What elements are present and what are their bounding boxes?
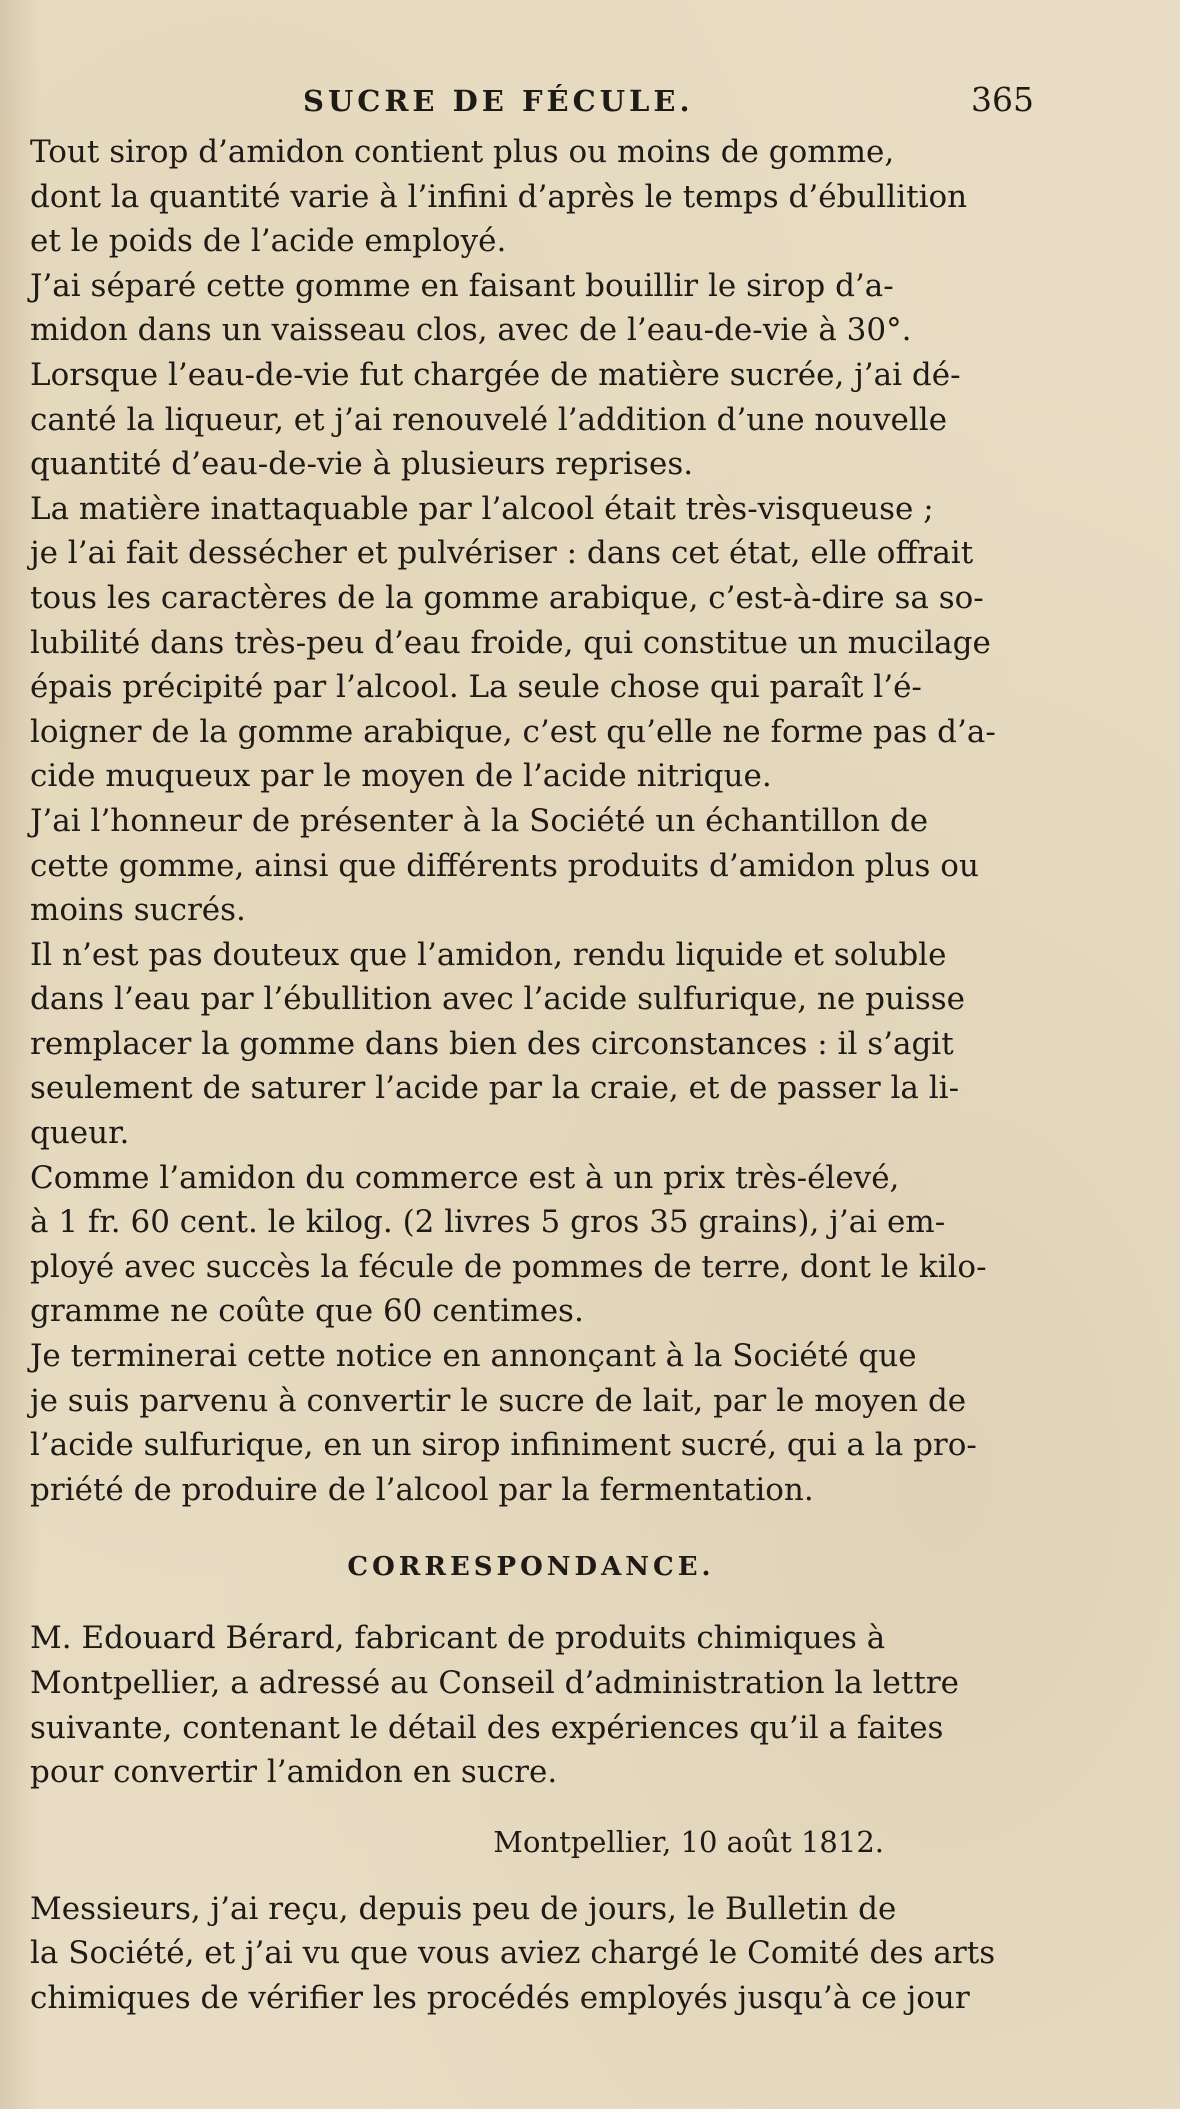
book-page <box>30 78 1032 2021</box>
text-line: et le poids de l’acide employé. <box>30 223 507 260</box>
text-line: Je terminerai cette notice en annonçant à la Société que <box>30 1338 917 1375</box>
text-line: lubilité dans très-peu d’eau froide, qui constitue un mucilage <box>30 624 991 661</box>
text-line: seulement de saturer l’acide par la craie, et de passer la li- <box>30 1070 960 1107</box>
paragraph <box>30 130 1032 264</box>
text-line: La matière inattaquable par l’alcool était très-visqueuse ; <box>30 490 934 527</box>
paragraph <box>30 487 1032 799</box>
text-line: la Société, et j’ai vu que vous aviez chargé le Comité des arts <box>30 1935 996 1972</box>
text-line: suivante, contenant le détail des expériences qu’il a faites <box>30 1709 944 1746</box>
text-line: je l’ai fait dessécher et pulvériser : dans cet état, elle offrait <box>30 535 974 572</box>
text-line: Lorsque l’eau-de-vie fut chargée de matière sucrée, j’ai dé- <box>30 356 961 393</box>
text-line: gramme ne coûte que 60 centimes. <box>30 1293 584 1330</box>
text-line: ployé avec succès la fécule de pommes de terre, dont le kilo- <box>30 1248 987 1285</box>
text-line: canté la liqueur, et j’ai renouvelé l’addition d’une nouvelle <box>30 401 948 438</box>
body-text <box>30 130 1032 1512</box>
correspondence-intro <box>30 1616 1032 1794</box>
text-line: queur. <box>30 1115 130 1152</box>
text-line: quantité d’eau-de-vie à plusieurs reprises. <box>30 446 694 483</box>
section-title: CORRESPONDANCE. <box>347 1552 715 1583</box>
paragraph <box>30 933 1032 1156</box>
text-line: l’acide sulfurique, en un sirop infiniment sucré, qui a la pro- <box>30 1427 977 1464</box>
text-line: dont la quantité varie à l’infini d’après le temps d’ébullition <box>30 178 968 215</box>
text-line: J’ai l’honneur de présenter à la Société un échantillon de <box>30 802 929 839</box>
text-line: midon dans un vaisseau clos, avec de l’eau-de-vie à 30°. <box>30 312 912 349</box>
text-line: remplacer la gomme dans bien des circonstances : il s’agit <box>30 1025 954 1062</box>
text-line: Il n’est pas douteux que l’amidon, rendu liquide et soluble <box>30 936 947 973</box>
paragraph <box>30 264 1032 487</box>
text-line: tous les caractères de la gomme arabique, c’est-à-dire sa so- <box>30 579 984 616</box>
text-line: je suis parvenu à convertir le sucre de lait, par le moyen de <box>30 1382 967 1419</box>
text-line: épais précipité par l’alcool. La seule chose qui paraît l’é- <box>30 669 922 706</box>
text-line: loigner de la gomme arabique, c’est qu’elle ne forme pas d’a- <box>30 713 996 750</box>
page-number: 365 <box>971 80 1034 119</box>
text-line: moins sucrés. <box>30 892 246 929</box>
paragraph <box>30 1156 1032 1334</box>
paragraph <box>30 799 1032 933</box>
text-line: à 1 fr. 60 cent. le kilog. (2 livres 5 gros 35 grains), j’ai em- <box>30 1204 946 1241</box>
text-line: J’ai séparé cette gomme en faisant bouillir le sirop d’a- <box>30 267 894 304</box>
text-line: M. Edouard Bérard, fabricant de produits chimiques à <box>30 1620 886 1657</box>
text-line: cette gomme, ainsi que différents produits d’amidon plus ou <box>30 847 979 884</box>
text-line: Comme l’amidon du commerce est à un prix très-élevé, <box>30 1159 900 1196</box>
text-line: dans l’eau par l’ébullition avec l’acide sulfurique, ne puisse <box>30 981 965 1018</box>
paragraph <box>30 1334 1032 1512</box>
text-line: chimiques de vérifier les procédés employés jusqu’à ce jour <box>30 1979 970 2016</box>
text-line: Tout sirop d’amidon contient plus ou moins de gomme, <box>30 134 895 170</box>
text-line: pour convertir l’amidon en sucre. <box>30 1754 558 1791</box>
running-title: SUCRE DE FÉCULE. <box>303 84 694 118</box>
text-line: cide muqueux par le moyen de l’acide nitrique. <box>30 758 772 795</box>
text-line: Montpellier, a adressé au Conseil d’administration la lettre <box>30 1665 959 1701</box>
text-line: Messieurs, j’ai reçu, depuis peu de jours, le Bulletin de <box>30 1890 897 1927</box>
letter-opening <box>30 1887 1032 2021</box>
text-line: priété de produire de l’alcool par la fermentation. <box>30 1471 814 1508</box>
page-header <box>30 78 1032 130</box>
letter-dateline: Montpellier, 10 août 1812. <box>493 1824 884 1859</box>
